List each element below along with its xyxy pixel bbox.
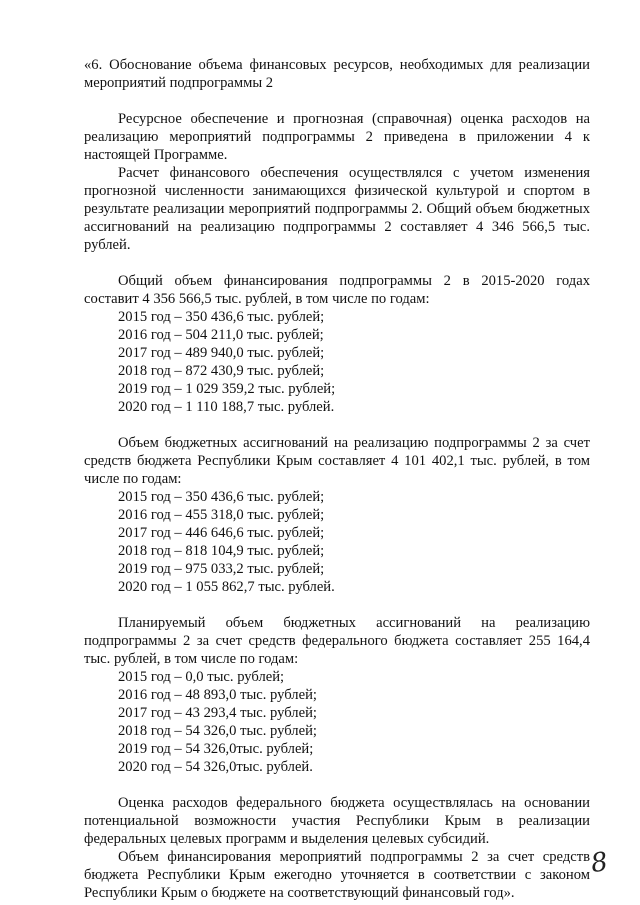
crimea-years-list [84, 488, 590, 596]
list-item: 2020 год – 1 110 188,7 тыс. рублей. [118, 399, 335, 415]
list-item: 2020 год – 54 326,0тыс. рублей. [118, 759, 313, 775]
spacer [84, 596, 590, 614]
crimea-budget-paragraph: Объем бюджетных ассигнований на реализацию подпрограммы 2 за счет средств бюджета Республики Крым составляет 4 101 402,1 тыс. рублей, в том числе по годам: [84, 435, 590, 487]
federal-budget-paragraph: Планируемый объем бюджетных ассигнований на реализацию подпрограммы 2 за счет средств федерального бюджета составляет 255 164,4 тыс. рублей, в том числе по годам: [84, 615, 590, 667]
intro-paragraph-1: Ресурсное обеспечение и прогнозная (справочная) оценка расходов на реализацию мероприятий подпрограммы 2 приведена в приложении 4 к настоящей Программе. [84, 111, 590, 163]
list-item: 2016 год – 455 318,0 тыс. рублей; [118, 507, 325, 523]
spacer [84, 92, 590, 110]
list-item: 2019 год – 1 029 359,2 тыс. рублей; [118, 381, 336, 397]
list-item: 2016 год – 48 893,0 тыс. рублей; [118, 687, 317, 703]
list-item: 2016 год – 504 211,0 тыс. рублей; [118, 327, 324, 343]
document-body [84, 56, 590, 902]
spacer [84, 416, 590, 434]
list-item: 2018 год – 818 104,9 тыс. рублей; [118, 543, 325, 559]
federal-years-list [84, 668, 590, 776]
list-item: 2018 год – 872 430,9 тыс. рублей; [118, 363, 325, 379]
list-item: 2017 год – 43 293,4 тыс. рублей; [118, 705, 317, 721]
intro-paragraph-2: Расчет финансового обеспечения осуществлялся с учетом изменения прогнозной численности занимающихся физической культурой и спортом в результате реализации мероприятий подпрограммы 2. Общий объем бюджетных ассигнований на реализацию подпрограммы 2 составляет 4 346 566,5 тыс. рублей. [84, 165, 590, 253]
section-heading: «6. Обоснование объема финансовых ресурсов, необходимых для реализации мероприятий подпрограммы 2 [84, 57, 590, 91]
list-item: 2015 год – 350 436,6 тыс. рублей; [118, 489, 325, 505]
spacer [84, 254, 590, 272]
list-item: 2019 год – 54 326,0тыс. рублей; [118, 741, 314, 757]
list-item: 2015 год – 0,0 тыс. рублей; [118, 669, 285, 685]
list-item: 2015 год – 350 436,6 тыс. рублей; [118, 309, 325, 325]
list-item: 2019 год – 975 033,2 тыс. рублей; [118, 561, 325, 577]
list-item: 2020 год – 1 055 862,7 тыс. рублей. [118, 579, 335, 595]
total-financing-paragraph: Общий объем финансирования подпрограммы 2 в 2015-2020 годах составит 4 356 566,5 тыс. рублей, в том числе по годам: [84, 273, 590, 307]
closing-paragraph-1: Оценка расходов федерального бюджета осуществлялась на основании потенциальной возможности участия Республики Крым в реализации федеральных целевых программ и выделения целевых субсидий. [84, 795, 590, 847]
list-item: 2017 год – 446 646,6 тыс. рублей; [118, 525, 325, 541]
spacer [84, 776, 590, 794]
list-item: 2018 год – 54 326,0 тыс. рублей; [118, 723, 317, 739]
list-item: 2017 год – 489 940,0 тыс. рублей; [118, 345, 325, 361]
closing-paragraph-2: Объем финансирования мероприятий подпрограммы 2 за счет средств бюджета Республики Крым ежегодно уточняется в соответствии с законом Республики Крым о бюджете на соответствующий финансовый год». [84, 849, 590, 901]
total-years-list [84, 308, 590, 416]
page-number: 8 [588, 846, 610, 880]
